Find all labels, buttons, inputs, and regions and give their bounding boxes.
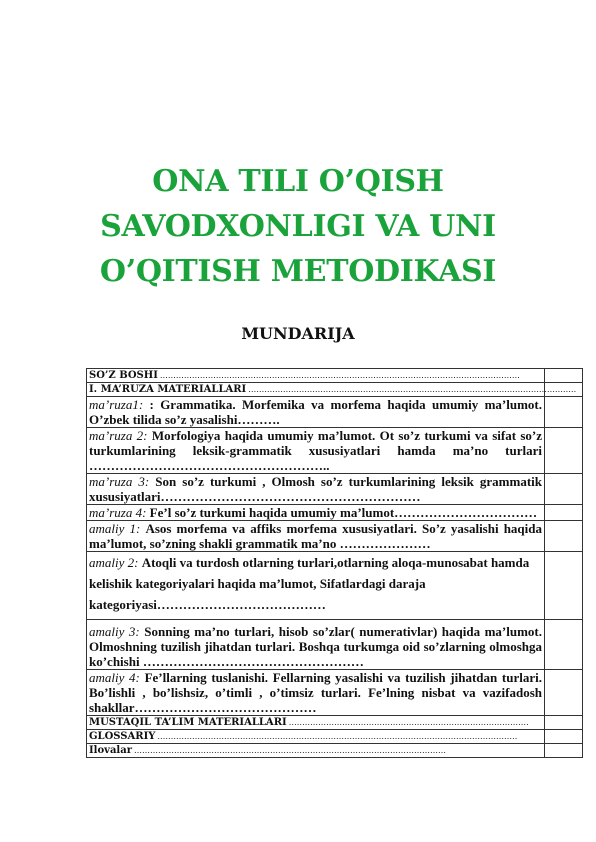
toc-entry bbox=[87, 474, 545, 505]
toc-section-label: I. MA’RUZA MATERIALLARI bbox=[89, 384, 247, 395]
toc-entry-tag: amaliy 1: bbox=[89, 521, 141, 536]
toc-entry-text: : Grammatika. Morfemika va morfema haqida umumiy ma’lumot. O’zbek tilida so’z yasalishi………. bbox=[89, 397, 542, 427]
toc-page-cell bbox=[545, 474, 583, 505]
toc-entry bbox=[87, 552, 545, 620]
toc-entry-tag: ma’ruza1: bbox=[89, 397, 144, 412]
toc-entry-tag: ma’ruza 3: bbox=[89, 474, 150, 489]
toc-row bbox=[87, 521, 583, 552]
toc-page-cell bbox=[545, 397, 583, 428]
toc-entry-text: Atoqli va turdosh otlarning turlari,otlarning aloqa-munosabat hamda kelishik kategoriyalari haqida ma’lumot, Sifatlardagi daraja kategoriyasi………………………………… bbox=[89, 555, 530, 612]
toc-entry bbox=[87, 744, 545, 758]
toc-entry bbox=[87, 383, 577, 397]
toc-entry-text: Son so’z turkumi , Olmosh so’z turkumlarining leksik grammatik xususiyatlari…………………………………………………… bbox=[89, 474, 542, 504]
toc-page-cell bbox=[545, 521, 583, 552]
toc-page-cell bbox=[545, 716, 583, 730]
toc-entry bbox=[87, 716, 545, 730]
toc-row bbox=[87, 552, 583, 620]
toc-entry-text: Fe’llarning tuslanishi. Fellarning yasalishi va tuzilish jihatdan turlari. Bo’lishli , bo’lishsiz, o’timli , o’timsiz turlari. Fe’lning nisbat va vazifadosh shakllar…………………………………… bbox=[89, 670, 543, 715]
toc-entry-text: Morfologiya haqida umumiy ma’lumot. Ot so’z turkumi va sifat so’z turkumlarining leksik-grammatik xususiyatlari hamda ma’no turlari ……………………………………………….. bbox=[89, 428, 542, 473]
toc-section-label: MUSTAQIL TA’LIM MATERIALLARI bbox=[89, 717, 287, 728]
toc-entry bbox=[87, 369, 545, 383]
toc-page-cell bbox=[545, 730, 583, 744]
toc-row bbox=[87, 474, 583, 505]
toc-leader: ……………………………………………………………………………………………………………………… bbox=[159, 371, 520, 380]
toc-entry-tag: ma’ruza 2: bbox=[89, 428, 148, 443]
toc-row bbox=[87, 620, 583, 670]
toc-row bbox=[87, 744, 583, 758]
toc-entry bbox=[87, 521, 545, 552]
toc-row bbox=[87, 397, 583, 428]
toc-entry-tag: amaliy 2: bbox=[89, 555, 139, 570]
toc-page-cell bbox=[545, 428, 583, 474]
toc-entry-text: Asos morfema va affiks morfema xususiyatlari. So’z yasalishi haqida ma’lumot, so’zning shakli grammatik ma’no ………………… bbox=[89, 521, 542, 551]
toc-row bbox=[87, 428, 583, 474]
toc-entry bbox=[87, 620, 545, 670]
toc-row bbox=[87, 505, 583, 521]
toc-page-cell bbox=[545, 505, 583, 521]
toc-row bbox=[87, 670, 583, 716]
toc-leader: ……………………………………………………………………………… bbox=[288, 718, 529, 727]
table-of-contents bbox=[86, 368, 583, 758]
toc-leader: …………………………………………………………………………………………………………… bbox=[248, 385, 577, 394]
toc-page-cell bbox=[545, 620, 583, 670]
title-line-3: O’QITISH METODIKASI bbox=[99, 254, 497, 289]
document-title bbox=[60, 159, 536, 294]
title-line-1: ONA TILI O’QISH bbox=[152, 164, 444, 199]
title-line-2: SAVODXONLIGI VA UNI bbox=[100, 209, 496, 244]
toc-entry bbox=[87, 397, 545, 428]
toc-page-cell bbox=[545, 670, 583, 716]
contents-heading: MUNDARIJA bbox=[241, 324, 355, 343]
toc-entry-tag: amaliy 4: bbox=[89, 670, 140, 685]
toc-page-cell bbox=[545, 369, 583, 383]
toc-entry bbox=[87, 505, 545, 521]
toc-page-cell bbox=[545, 552, 583, 620]
toc-section-label: SO’Z BOSHI bbox=[89, 370, 158, 381]
toc-entry bbox=[87, 730, 545, 744]
toc-row bbox=[87, 716, 583, 730]
toc-entry-text: Fe’l so’z turkumi haqida umumiy ma’lumot…………………………… bbox=[149, 505, 538, 520]
toc-entry bbox=[87, 428, 545, 474]
toc-row bbox=[87, 369, 583, 383]
toc-row bbox=[87, 383, 583, 397]
toc-entry-text: Sonning ma’no turlari, hisob so’zlar( numerativlar) haqida ma’lumot. Olmoshning tuzilish jihatdan turlari. Boshqa turkumga oid so’zlarning olmoshga ko’chishi …………………………………………… bbox=[89, 624, 543, 669]
toc-entry-tag: ma’ruza 4: bbox=[89, 505, 147, 520]
toc-section-label: Ilovalar bbox=[89, 745, 132, 756]
toc-section-label: GLOSSARIY bbox=[89, 731, 156, 742]
toc-page-cell bbox=[545, 744, 583, 758]
toc-leader: ……………………………………………………………………………………………………… bbox=[133, 746, 446, 755]
toc-entry-tag: amaliy 3: bbox=[89, 624, 140, 639]
toc-row bbox=[87, 730, 583, 744]
toc-leader: ……………………………………………………………………………………………………………………… bbox=[157, 732, 518, 741]
toc-entry bbox=[87, 670, 545, 716]
